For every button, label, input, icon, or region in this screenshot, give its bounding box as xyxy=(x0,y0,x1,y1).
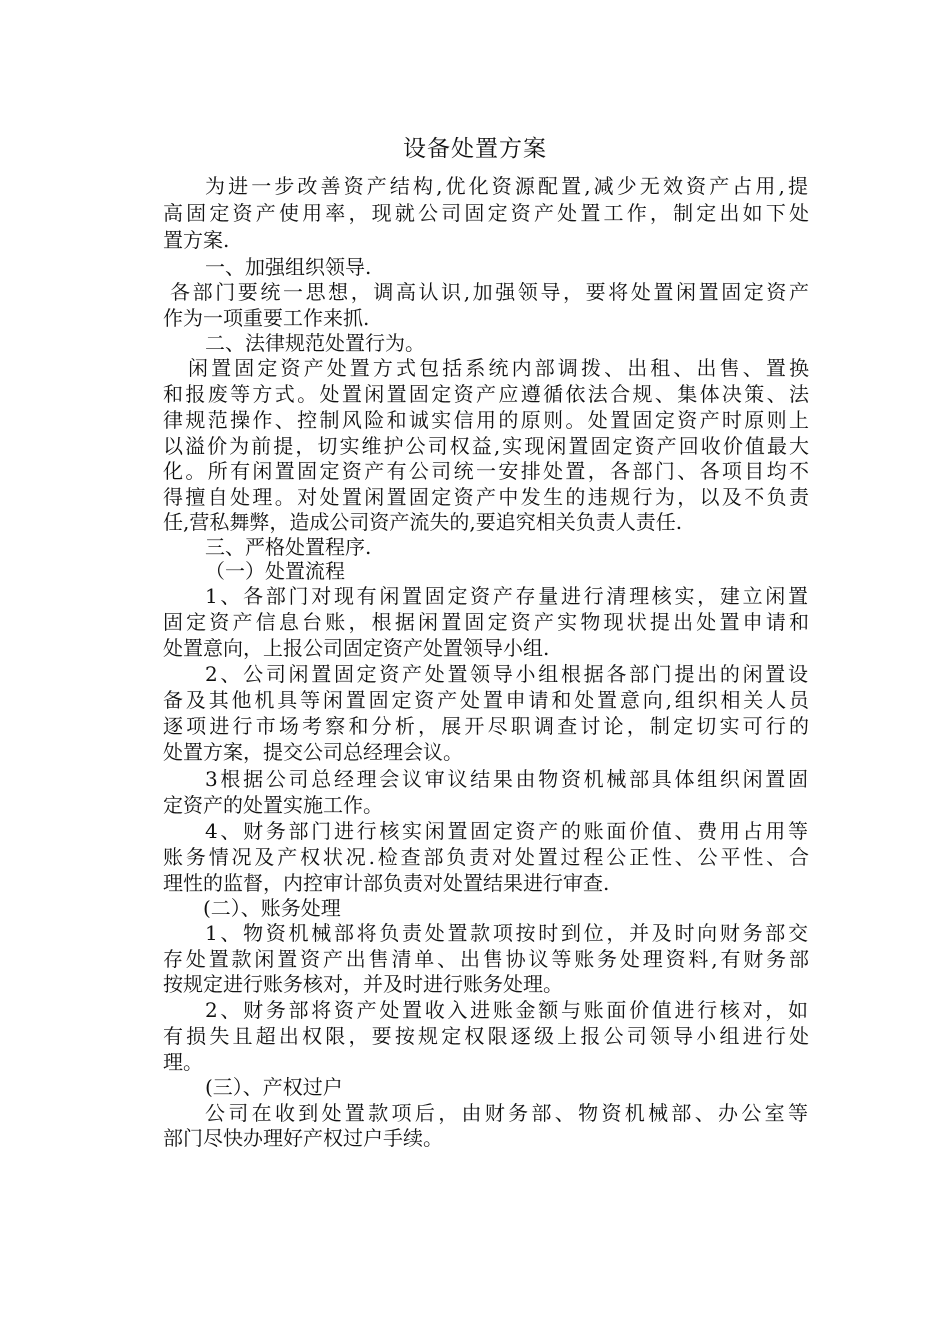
text-line: 存处置款闲置资产出售清单、出售协议等账务处理资料,有财务部 xyxy=(163,947,809,971)
subsection-heading: （一）处置流程 xyxy=(205,559,345,583)
text-line: 2、财务部将资产处置收入进账金额与账面价值进行核对，如 xyxy=(205,998,808,1022)
text-line: 得擅自处理。对处置闲置固定资产中发生的违规行为，以及不负责 xyxy=(163,485,809,509)
text-line: 账务情况及产权状况.检查部负责对处置过程公正性、公平性、合 xyxy=(163,845,809,869)
section-heading: 一、加强组织领导. xyxy=(205,255,372,279)
text-line: 部门尽快办理好产权过户手续。 xyxy=(163,1126,443,1150)
text-line: 化。所有闲置固定资产有公司统一安排处置，各部门、各项目均不 xyxy=(163,459,809,483)
text-line: 和报废等方式。处置闲置固定资产应遵循依法合规、集体决策、法 xyxy=(163,382,809,406)
text-line: 理。 xyxy=(163,1050,203,1074)
section-heading: 三、严格处置程序. xyxy=(205,535,372,559)
text-line: 3根据公司总经理会议审议结果由物资机械部具体组织闲置固 xyxy=(205,767,808,791)
text-line: 作为一项重要工作来抓. xyxy=(163,306,370,330)
document-title: 设备处置方案 xyxy=(403,136,547,162)
text-line: 理性的监督，内控审计部负责对处置结果进行审查. xyxy=(163,871,610,895)
text-line: 任,营私舞弊，造成公司资产流失的,要追究相关负责人责任. xyxy=(163,510,683,534)
text-line: 高固定资产使用率，现就公司固定资产处置工作，制定出如下处 xyxy=(163,201,809,225)
section-heading: 二、法律规范处置行为。 xyxy=(205,331,425,355)
text-line: 定资产的处置实施工作。 xyxy=(163,793,383,817)
text-line: 律规范操作、控制风险和诚实信用的原则。处置固定资产时原则上 xyxy=(163,408,809,432)
text-line: 闲置固定资产处置方式包括系统内部调拨、出租、出售、置换 xyxy=(188,356,809,380)
text-line: 备及其他机具等闲置固定资产处置申请和处置意向,组织相关人员 xyxy=(163,688,809,712)
subsection-heading: (二）、账务处理 xyxy=(203,896,341,920)
text-line: 公司在收到处置款项后，由财务部、物资机械部、办公室等 xyxy=(205,1101,808,1125)
text-line: 以溢价为前提，切实维护公司权益,实现闲置固定资产回收价值最大 xyxy=(163,434,809,458)
text-line: 1、各部门对现有闲置固定资产存量进行清理核实，建立闲置 xyxy=(205,584,808,608)
text-line: 有损失且超出权限，要按规定权限逐级上报公司领导小组进行处 xyxy=(163,1024,809,1048)
text-line: 置方案. xyxy=(163,228,230,252)
text-line: 2、公司闲置固定资产处置领导小组根据各部门提出的闲置设 xyxy=(205,662,808,686)
text-line: 4、财务部门进行核实闲置固定资产的账面价值、费用占用等 xyxy=(205,819,808,843)
text-line: 逐项进行市场考察和分析，展开尽职调查讨论，制定切实可行的 xyxy=(163,714,809,738)
text-line: 处置方案，提交公司总经理会议。 xyxy=(163,740,463,764)
text-line: 处置意向，上报公司固定资产处置领导小组. xyxy=(163,636,550,660)
text-line: 1、物资机械部将负责处置款项按时到位，并及时向财务部交 xyxy=(205,921,808,945)
text-line: 固定资产信息台账，根据闲置固定资产实物现状提出处置申请和 xyxy=(163,610,809,634)
text-line: 各部门要统一思想，调高认识,加强领导，要将处置闲置固定资产 xyxy=(170,280,809,304)
text-line: 按规定进行账务核对，并及时进行账务处理。 xyxy=(163,972,563,996)
text-line: 为进一步改善资产结构,优化资源配置,减少无效资产占用,提 xyxy=(205,174,808,198)
subsection-heading: (三）、产权过户 xyxy=(205,1075,343,1099)
